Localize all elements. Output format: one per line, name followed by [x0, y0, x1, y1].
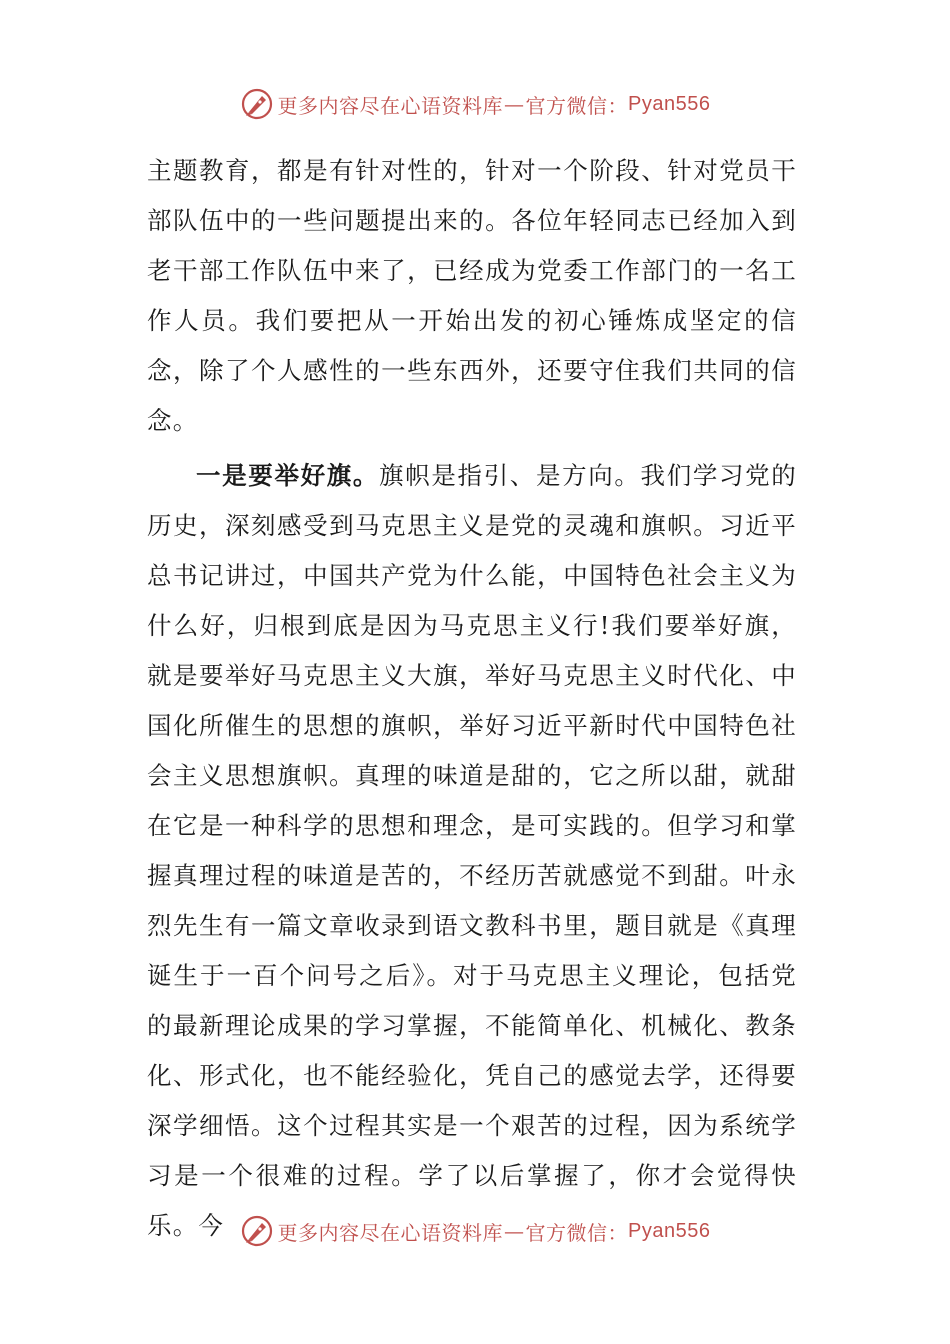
- paragraph: 主题教育，都是有针对性的，针对一个阶段、针对党员干部队伍中的一些问题提出来的。各位年轻同志已经加入到老干部工作队伍中来了，已经成为党委工作部门的一名工作人员。我们要把从一开始出发的初心锤炼成坚定的信念，除了个人感性的一些东西外，还要守住我们共同的信念。: [147, 156, 797, 435]
- header-watermark-banner: [0, 84, 950, 124]
- wechat-id: Pyan556: [628, 1219, 711, 1242]
- paragraph: [147, 451, 797, 1251]
- pen-nib-circle-icon: [240, 87, 274, 121]
- paragraph-lead: 一是要举好旗。: [196, 461, 380, 490]
- site-name: 更多内容尽在心语资料库: [277, 93, 504, 118]
- wechat-label: 官方微信：: [525, 93, 629, 118]
- wechat-id: Pyan556: [628, 92, 711, 115]
- separator-dash: —: [504, 1219, 525, 1243]
- paragraph-text: 旗帜是指引、是方向。我们学习党的历史，深刻感受到马克思主义是党的灵魂和旗帜。习近平总书记讲过，中国共产党为什么能，中国特色社会主义为什么好，归根到底是因为马克思主义行!我们要举好旗，就是要举好马克思主义大旗，举好马克思主义时代化、中国化所催生的思想的旗帜，举好习近平新时代中国特色社会主义思想旗帜。真理的味道是甜的，它之所以甜，就甜在它是一种科学的思想和理念，是可实践的。但学习和掌握真理过程的味道是苦的，不经历苦就感觉不到甜。叶永烈先生有一篇文章收录到语文教科书里，题目就是《真理诞生于一百个问号之后》。对于马克思主义理论，包括党的最新理论成果的学习掌握，不能简单化、机械化、教条化、形式化，也不能经验化，凭自己的感觉去学，还得要深学细悟。这个过程其实是一个艰苦的过程，因为系统学习是一个很难的过程。学了以后掌握了，你才会觉得快乐。今: [147, 461, 797, 1240]
- body-text: [147, 146, 797, 1251]
- site-name: 更多内容尽在心语资料库: [277, 1220, 504, 1245]
- separator-dash: —: [504, 92, 525, 116]
- pen-nib-circle-icon: [240, 1214, 274, 1248]
- footer-watermark-banner: [0, 1211, 950, 1251]
- wechat-label: 官方微信：: [525, 1220, 629, 1245]
